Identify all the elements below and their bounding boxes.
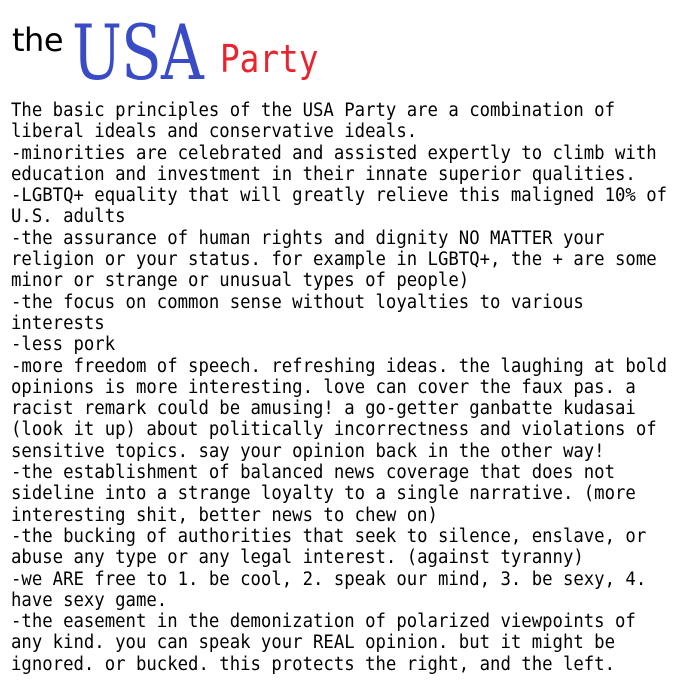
text-line: interesting shit, better news to chew on): [11, 504, 438, 526]
text-line: U.S. adults: [11, 206, 126, 228]
text-line: liberal ideals and conservative ideals.: [11, 121, 418, 143]
title-usa: USA: [72, 8, 204, 97]
text-line: -the assurance of human rights and dignity NO MATTER your: [11, 227, 605, 249]
text-line: -the establishment of balanced news coverage that does not: [11, 462, 616, 484]
text-line: racist remark could be amusing! a go-getter ganbatte kudasai: [11, 398, 636, 420]
principles-text: [11, 100, 697, 675]
text-line: -minorities are celebrated and assisted expertly to climb with: [11, 142, 657, 164]
title-the: the: [12, 21, 64, 59]
text-line: sideline into a strange loyalty to a single narrative. (more: [11, 483, 636, 505]
text-line: religion or your status. for example in LGBTQ+, the + are some: [11, 249, 657, 271]
text-line: sensitive topics. say your opinion back in the other way!: [11, 440, 605, 462]
text-line: any kind. you can speak your REAL opinion. but it might be: [11, 632, 616, 654]
text-line: -LGBTQ+ equality that will greatly relieve this maligned 10% of: [11, 185, 668, 207]
text-line: -more freedom of speech. refreshing ideas. the laughing at bold: [11, 355, 668, 377]
title-party: Party: [220, 37, 319, 81]
page-header: [12, 8, 692, 100]
text-line: opinions is more interesting. love can cover the faux pas. a: [11, 376, 636, 398]
text-line: abuse any type or any legal interest. (against tyranny): [11, 547, 584, 569]
text-line: The basic principles of the USA Party are a combination of: [11, 100, 616, 121]
text-line: -the bucking of authorities that seek to silence, enslave, or: [11, 525, 647, 547]
text-line: -we ARE free to 1. be cool, 2. speak our mind, 3. be sexy, 4.: [11, 568, 647, 590]
text-line: -less pork: [11, 334, 116, 356]
text-line: -the focus on common sense without loyalties to various: [11, 291, 584, 313]
text-line: -the easement in the demonization of polarized viewpoints of: [11, 611, 636, 633]
text-line: minor or strange or unusual types of people): [11, 270, 470, 292]
text-line: have sexy game.: [11, 589, 168, 611]
text-line: interests: [11, 312, 105, 334]
text-line: (look it up) about politically incorrectness and violations of: [11, 419, 657, 441]
text-line: education and investment in their innate superior qualities.: [11, 163, 636, 185]
text-line: ignored. or bucked. this protects the right, and the left.: [11, 653, 616, 675]
